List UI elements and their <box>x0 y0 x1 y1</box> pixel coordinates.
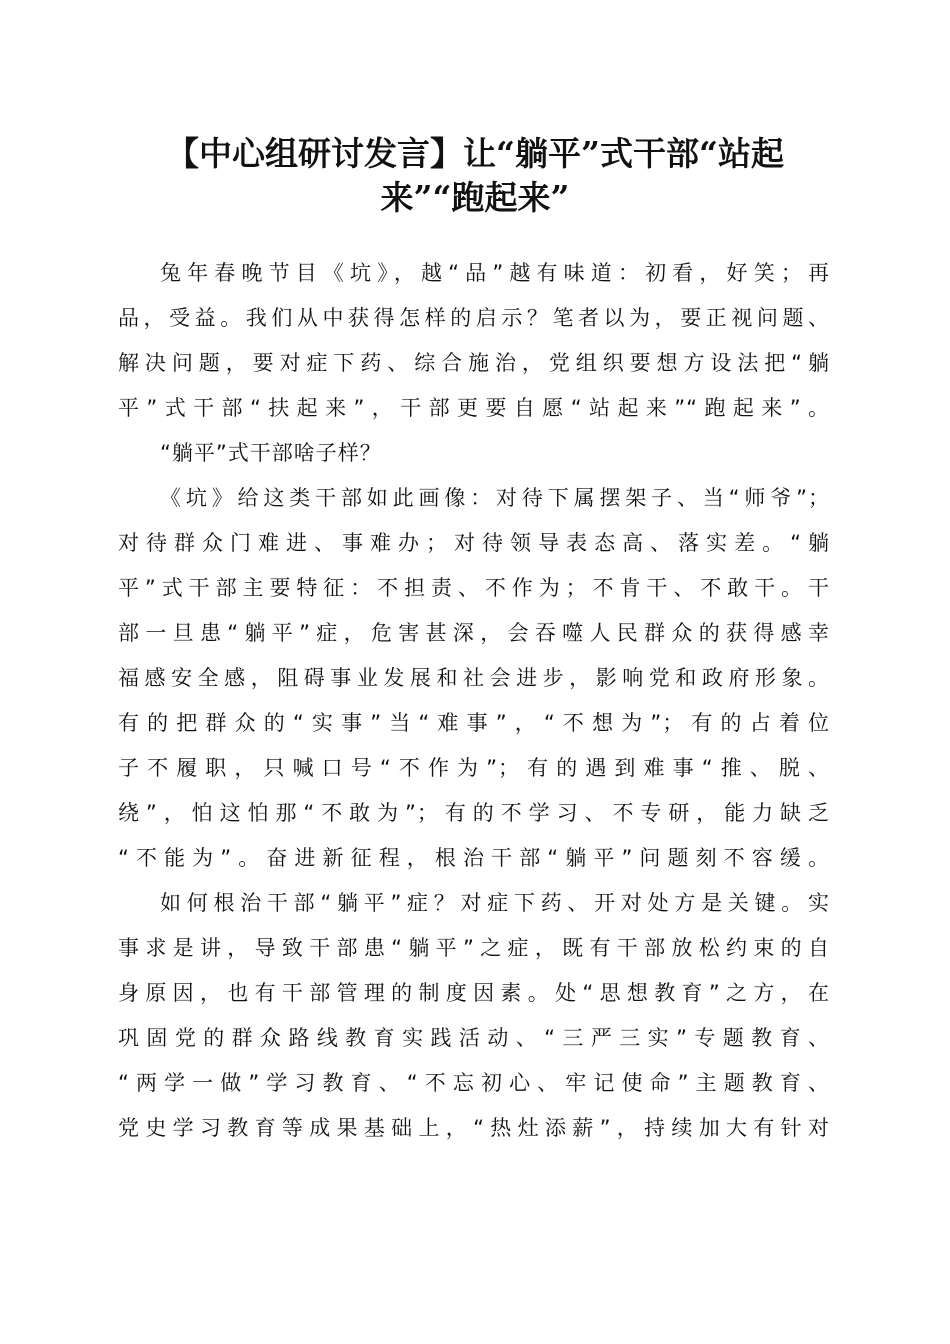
document-body <box>118 251 830 1151</box>
text-line: 品，受益。我们从中获得怎样的启示？笔者以为，要正视问题、 <box>118 306 830 330</box>
text-line: “躺平”式干部啥子样？ <box>160 441 382 465</box>
text-line: 对待群众门难进、事难办；对待领导表态高、落实差。“躺 <box>118 531 830 555</box>
text-line: 平”式干部“扶起来”，干部更要自愿“站起来”“跑起来”。 <box>118 396 830 420</box>
text-line: 绕”，怕这怕那“不敢为”；有的不学习、不专研，能力缺乏 <box>118 801 830 825</box>
text-line: 子不履职，只喊口号“不作为”；有的遇到难事“推、脱、 <box>118 756 830 780</box>
text-line: “两学一做”学习教育、“不忘初心、牢记使命”主题教育、 <box>118 1071 830 1095</box>
title-line-2: 来”“跑起来” <box>380 178 570 217</box>
text-line: “不能为”。奋进新征程，根治干部“躺平”问题刻不容缓。 <box>118 846 830 870</box>
text-line: 部一旦患“躺平”症，危害甚深，会吞噬人民群众的获得感幸 <box>118 621 830 645</box>
text-line: 有的把群众的“实事”当“难事”，“不想为”；有的占着位 <box>118 711 830 735</box>
text-line: 党史学习教育等成果基础上，“热灶添薪”，持续加大有针对 <box>118 1116 830 1140</box>
text-line: 兔年春晚节目《坑》，越“品”越有味道：初看，好笑；再 <box>160 261 830 285</box>
text-line: 巩固党的群众路线教育实践活动、“三严三实”专题教育、 <box>118 1026 830 1050</box>
text-line: 如何根治干部“躺平”症？对症下药、开对处方是关键。实 <box>160 891 830 915</box>
text-line: 解决问题，要对症下药、综合施治，党组织要想方设法把“躺 <box>118 351 830 375</box>
text-line: 平”式干部主要特征：不担责、不作为；不肯干、不敢干。干 <box>118 576 830 600</box>
text-line: 福感安全感，阻碍事业发展和社会进步，影响党和政府形象。 <box>118 666 830 690</box>
document-title <box>100 132 850 220</box>
text-line: 身原因，也有干部管理的制度因素。处“思想教育”之方，在 <box>118 981 830 1005</box>
title-line-1: 【中心组研讨发言】让“躺平”式干部“站起 <box>166 134 784 173</box>
text-line: 《坑》给这类干部如此画像：对待下属摆架子、当“师爷”； <box>160 486 830 510</box>
text-line: 事求是讲，导致干部患“躺平”之症，既有干部放松约束的自 <box>118 936 830 960</box>
